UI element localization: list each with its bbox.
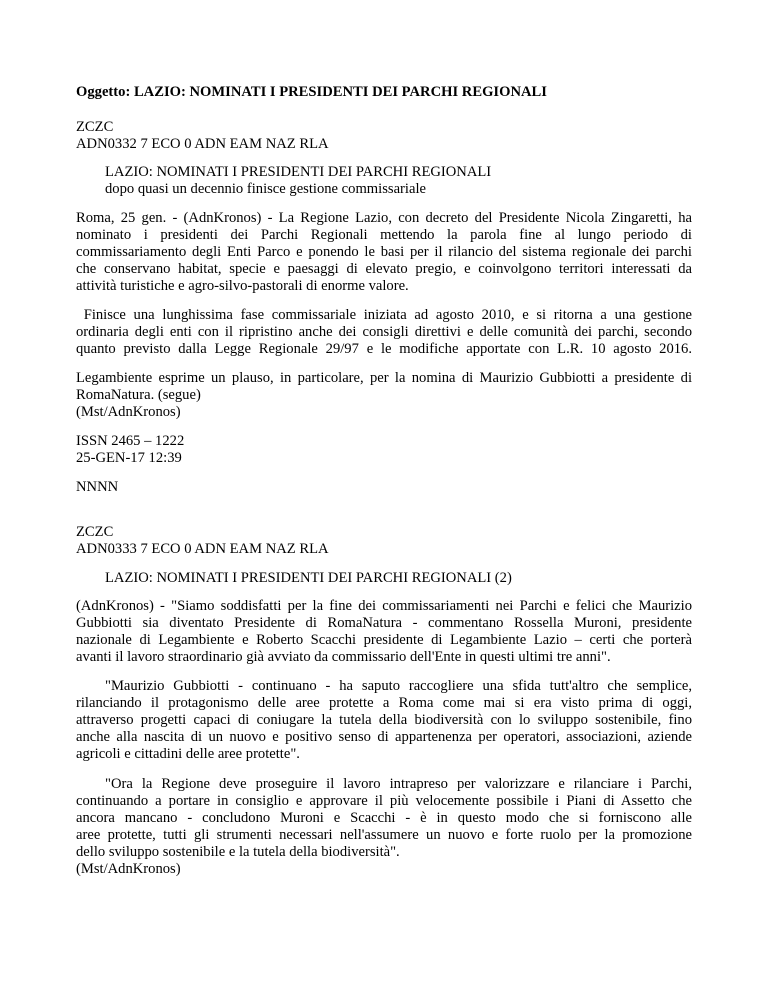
item1-subtitle: dopo quasi un decennio finisce gestione commissariale — [105, 181, 426, 197]
item2-paragraph-2 — [76, 678, 692, 763]
text-line: Gubbiotti sia diventato Presidente di RomaNatura - commentano Rossella Muroni, presidente — [76, 615, 692, 631]
text-line: quanto previsto dalla Legge Regionale 29/97 e le modifiche apportate con L.R. 10 agosto 2016. — [76, 341, 692, 357]
text-line: Roma, 25 gen. - (AdnKronos) - La Regione Lazio, con decreto del Presidente Nicola Zingaretti, ha — [76, 210, 692, 226]
text-line: attività turistiche e agro-silvo-pastorali di enorme valore. — [76, 278, 409, 294]
item2-paragraph-1 — [76, 598, 692, 666]
text-line: nominato i presidenti dei Parchi Regionali mettendo la parola fine al lungo periodo di — [76, 227, 692, 243]
text-line: "Maurizio Gubbiotti - continuano - ha saputo raccogliere una sfida tutt'altro che semplice, — [105, 678, 692, 694]
item2-paragraph-3 — [76, 776, 692, 878]
text-line: avanti il lavoro straordinario già avviato da commissario dell'Ente in questi ultimi tre anni". — [76, 649, 611, 665]
text-line: nazionale di Legambiente e Roberto Scacchi presidente di Legambiente Lazio – certi che porterà — [76, 632, 692, 648]
item1-header — [76, 119, 692, 153]
header-id: ADN0332 7 ECO 0 ADN EAM NAZ RLA — [76, 136, 329, 152]
text-line: "Ora la Regione deve proseguire il lavoro intrapreso per valorizzare e rilanciare i Parchi, — [105, 776, 692, 792]
text-line: anche alla nascita di un nuovo e positivo senso di appartenenza per operatori, associazioni, aziende — [76, 729, 692, 745]
text-line: ordinaria degli enti con il ripristino anche dei consigli direttivi e delle comunità dei parchi, secondo — [76, 324, 692, 340]
item2-header — [76, 524, 692, 558]
item1-paragraph-3 — [76, 370, 692, 421]
item1-title: LAZIO: NOMINATI I PRESIDENTI DEI PARCHI REGIONALI — [105, 164, 492, 180]
text-line: che conservano habitat, specie e paesaggi di elevato pregio, e coinvolgono territori interessati da — [76, 261, 692, 277]
header-code: ZCZC — [76, 119, 114, 135]
item1-headline — [105, 164, 692, 198]
text-line: (Mst/AdnKronos) — [76, 861, 181, 877]
text-line: dello sviluppo sostenibile e la tutela della biodiversità". — [76, 844, 400, 860]
text-line: attraverso progetti capaci di coniugare la tutela della biodiversità con lo sviluppo sostenibile, fino — [76, 712, 692, 728]
text-line: RomaNatura. (segue) — [76, 387, 201, 403]
issn: ISSN 2465 – 1222 — [76, 433, 185, 449]
text-line: continuando a portare in consiglio e approvare il più velocemente possibile i Piani di Assetto che — [76, 793, 692, 809]
header-id: ADN0333 7 ECO 0 ADN EAM NAZ RLA — [76, 541, 329, 557]
timestamp: 25-GEN-17 12:39 — [76, 450, 182, 466]
item1-end-marker — [76, 479, 692, 496]
text-line: aree protette, tutti gli strumenti necessari nell'assumere un nuovo e forte ruolo per la promozione — [76, 827, 692, 843]
text-line: rilanciando il protagonismo delle aree protette a Roma come mai si era visto prima di oggi, — [76, 695, 692, 711]
item1-paragraph-2 — [76, 307, 692, 358]
text-line: commissariamento degli Enti Parco e ponendo le basi per il rilancio del sistema regionale dei parchi — [76, 244, 692, 260]
subject-line: Oggetto: LAZIO: NOMINATI I PRESIDENTI DEI PARCHI REGIONALI — [76, 84, 547, 100]
text-line: ancora mancano - concludono Muroni e Scacchi - è in questo modo che si forniscono alle — [76, 810, 692, 826]
text-line: Legambiente esprime un plauso, in particolare, per la nomina di Maurizio Gubbiotti a presidente di — [76, 370, 692, 386]
text-line: Finisce una lunghissima fase commissariale iniziata ad agosto 2010, e si ritorna a una gestione — [76, 307, 692, 323]
text-line: (AdnKronos) - "Siamo soddisfatti per la fine dei commissariamenti nei Parchi e felici che Maurizio — [76, 598, 692, 614]
text-line: (Mst/AdnKronos) — [76, 404, 181, 420]
end-marker: NNNN — [76, 479, 119, 495]
text-line: agricoli e cittadini delle aree protette". — [76, 746, 300, 762]
item2-headline — [105, 570, 692, 587]
item1-paragraph-1 — [76, 210, 692, 295]
item1-footer — [76, 433, 692, 467]
header-code: ZCZC — [76, 524, 114, 540]
item2-title: LAZIO: NOMINATI I PRESIDENTI DEI PARCHI REGIONALI (2) — [105, 570, 512, 586]
